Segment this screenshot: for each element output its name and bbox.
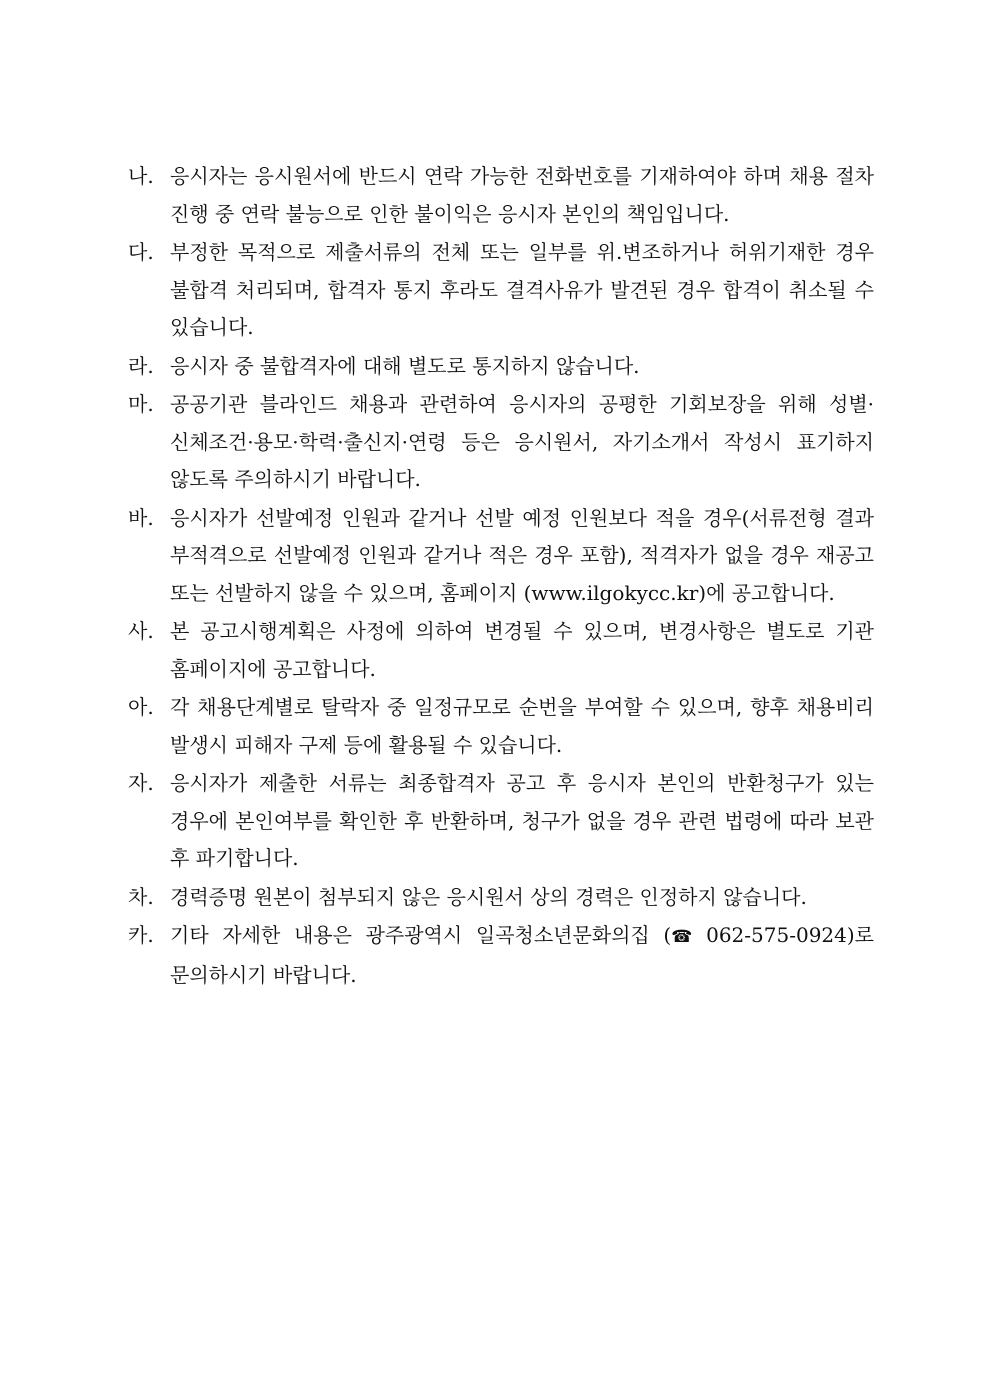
item-marker: 카. xyxy=(128,923,154,947)
item-text: 응시자가 제출한 서류는 최종합격자 공고 후 응시자 본인의 반환청구가 있는 경우에 본인여부를 확인한 후 반환하며, 청구가 없을 경우 관련 법령에 따라 보관 후 파기합니다. xyxy=(170,771,874,870)
item-marker: 나. xyxy=(128,164,154,188)
item-marker: 사. xyxy=(128,619,154,643)
notice-item-da xyxy=(128,234,874,347)
item-marker: 바. xyxy=(128,505,154,530)
notice-list xyxy=(128,158,874,995)
item-text: 응시자가 선발예정 인원과 같거나 선발 예정 인원보다 적을 경우(서류전형 결과 부적격으로 선발예정 인원과 같거나 적은 경우 포함), 적격자가 없을 경우 재공고 또는 선발하지 않을 수 있으며, 홈페이지 (www.ilgokycc.kr)에 공고합니다. xyxy=(170,505,874,605)
notice-item-a xyxy=(128,689,874,764)
item-marker: 다. xyxy=(128,240,154,264)
contact-text-after: )로 문의하시기 바랍니다. xyxy=(170,923,874,987)
item-text: 응시자는 응시원서에 반드시 연락 가능한 전화번호를 기재하여야 하며 채용 절차 진행 중 연락 불능으로 인한 불이익은 응시자 본인의 책임입니다. xyxy=(170,164,874,226)
notice-item-ka xyxy=(128,917,874,994)
item-text: 부정한 목적으로 제출서류의 전체 또는 일부를 위.변조하거나 허위기재한 경우 불합격 처리되며, 합격자 통지 후라도 결격사유가 발견된 경우 합격이 취소될 수 있습니다. xyxy=(170,240,874,339)
notice-item-ma xyxy=(128,386,874,499)
notice-item-na xyxy=(128,158,874,233)
notice-item-ra xyxy=(128,348,874,386)
item-text: 응시자 중 불합격자에 대해 별도로 통지하지 않습니다. xyxy=(170,353,640,378)
notice-item-ja xyxy=(128,765,874,878)
item-text: 공공기관 블라인드 채용과 관련하여 응시자의 공평한 기회보장을 위해 성별·신체조건·용모·학력·출신지·연령 등은 응시원서, 자기소개서 작성시 표기하지 않도록 주의하시기 바랍니다. xyxy=(170,392,874,491)
item-text: 경력증명 원본이 첨부되지 않은 응시원서 상의 경력은 인정하지 않습니다. xyxy=(170,884,807,909)
item-marker: 마. xyxy=(128,392,154,416)
item-marker: 자. xyxy=(128,771,154,795)
phone-icon: ☎ xyxy=(671,927,693,947)
item-marker: 차. xyxy=(128,884,154,909)
notice-item-cha xyxy=(128,879,874,917)
item-text: 본 공고시행계획은 사정에 의하여 변경될 수 있으며, 변경사항은 별도로 기관 홈페이지에 공고합니다. xyxy=(170,619,874,681)
contact-phone: 062-575-0924 xyxy=(692,923,847,947)
contact-text-before: 기타 자세한 내용은 광주광역시 일곡청소년문화의집 ( xyxy=(170,923,672,947)
item-marker: 아. xyxy=(128,695,154,719)
item-marker: 라. xyxy=(128,353,154,378)
contact-text xyxy=(170,917,874,994)
notice-item-sa xyxy=(128,613,874,688)
notice-item-ba xyxy=(128,500,874,613)
item-text: 각 채용단계별로 탈락자 중 일정규모로 순번을 부여할 수 있으며, 향후 채용비리 발생시 피해자 구제 등에 활용될 수 있습니다. xyxy=(170,695,874,757)
